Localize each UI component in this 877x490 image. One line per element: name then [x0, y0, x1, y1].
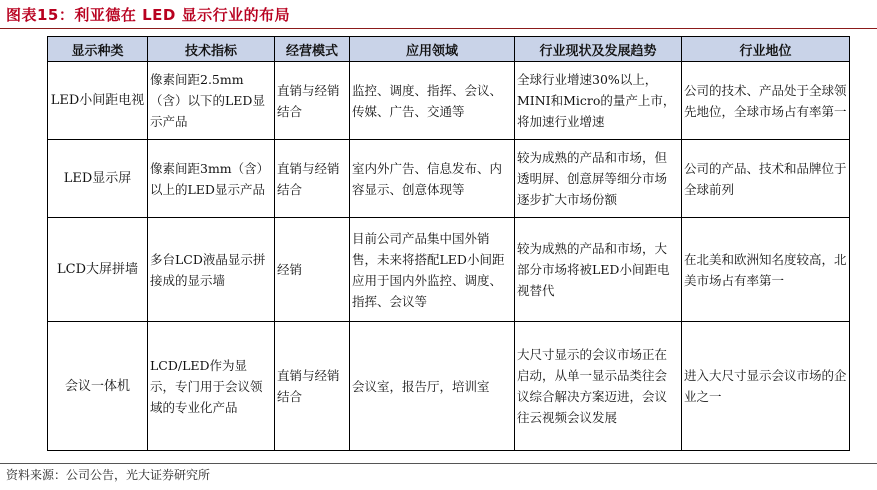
cell-tech-spec: 像素间距3mm（含）以上的LED显示产品: [148, 140, 275, 218]
cell-tech-spec: 多台LCD液晶显示拼接成的显示墙: [148, 218, 275, 322]
cell-business-model: 直销与经销结合: [275, 62, 350, 140]
cell-application: 监控、调度、指挥、会议、传媒、广告、交通等: [350, 62, 515, 140]
header-application: 应用领域: [350, 37, 515, 62]
cell-industry-trend: 较为成熟的产品和市场，大部分市场将被LED小间距电视替代: [515, 218, 682, 322]
footer-divider: [0, 463, 877, 464]
cell-business-model: 经销: [275, 218, 350, 322]
cell-application: 目前公司产品集中国外销售，未来将搭配LED小间距应用于国内外监控、调度、指挥、会议等: [350, 218, 515, 322]
cell-business-model: 直销与经销结合: [275, 322, 350, 451]
figure-title: 图表15：利亚德在 LED 显示行业的布局: [6, 6, 291, 24]
cell-industry-trend: 较为成熟的产品和市场，但透明屏、创意屏等细分市场逐步扩大市场份额: [515, 140, 682, 218]
header-tech-spec: 技术指标: [148, 37, 275, 62]
cell-display-type: LED小间距电视: [48, 62, 148, 140]
header-business-model: 经营模式: [275, 37, 350, 62]
header-industry-position: 行业地位: [682, 37, 850, 62]
table-header-row: [48, 37, 850, 62]
cell-tech-spec: LCD/LED作为显示，专门用于会议领域的专业化产品: [148, 322, 275, 451]
cell-application: 室内外广告、信息发布、内容显示、创意体现等: [350, 140, 515, 218]
cell-application: 会议室，报告厅，培训室: [350, 322, 515, 451]
source-note: 资料来源：公司公告，光大证券研究所: [6, 468, 211, 482]
header-display-type: 显示种类: [48, 37, 148, 62]
cell-business-model: 直销与经销结合: [275, 140, 350, 218]
title-divider: [0, 28, 877, 29]
cell-tech-spec: 像素间距2.5mm（含）以下的LED显示产品: [148, 62, 275, 140]
table-row: [48, 62, 850, 140]
cell-display-type: LCD大屏拼墙: [48, 218, 148, 322]
cell-industry-trend: 全球行业增速30%以上，MINI和Micro的量产上市，将加速行业增速: [515, 62, 682, 140]
header-industry-trend: 行业现状及发展趋势: [515, 37, 682, 62]
cell-display-type: 会议一体机: [48, 322, 148, 451]
cell-display-type: LED显示屏: [48, 140, 148, 218]
cell-industry-position: 公司的技术、产品处于全球领先地位，全球市场占有率第一: [682, 62, 850, 140]
table-row: [48, 218, 850, 322]
cell-industry-position: 进入大尺寸显示会议市场的企业之一: [682, 322, 850, 451]
cell-industry-position: 在北美和欧洲知名度较高，北美市场占有率第一: [682, 218, 850, 322]
cell-industry-position: 公司的产品、技术和品牌位于全球前列: [682, 140, 850, 218]
cell-industry-trend: 大尺寸显示的会议市场正在启动，从单一显示品类往会议综合解决方案迈进，会议往云视频会议发展: [515, 322, 682, 451]
table-row: [48, 322, 850, 451]
industry-layout-table: [47, 36, 850, 451]
table-row: [48, 140, 850, 218]
